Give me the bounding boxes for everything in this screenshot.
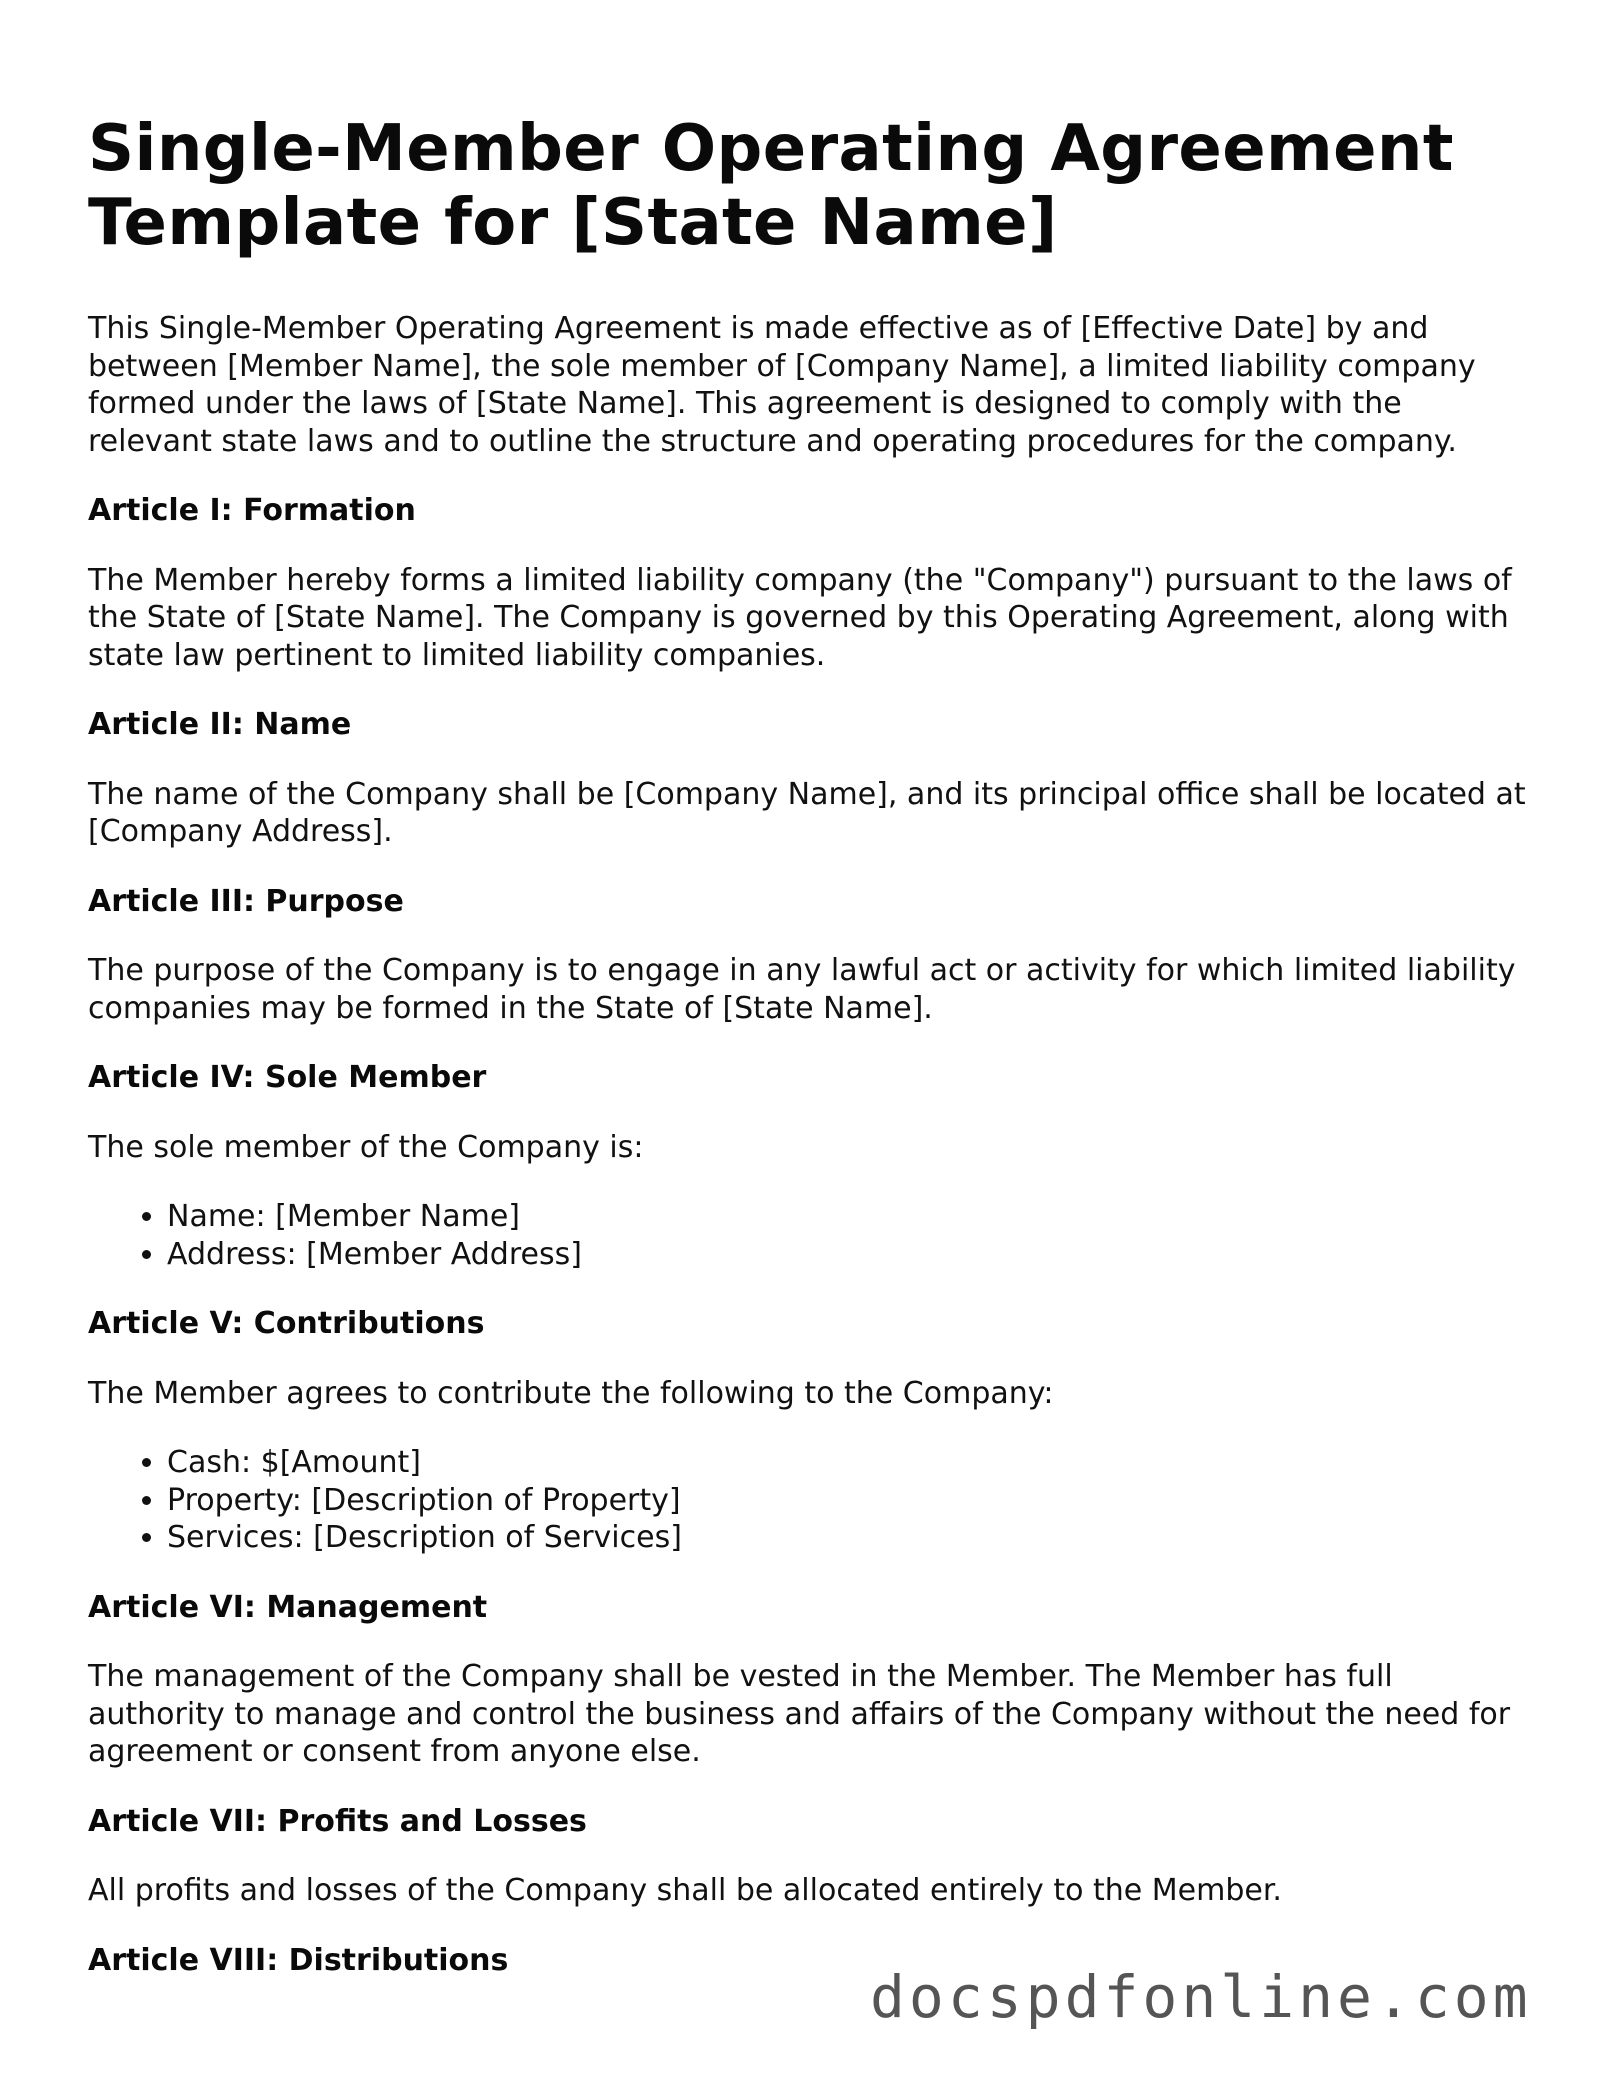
article-5-bullet-list [88, 1444, 1528, 1557]
article-2-text: The name of the Company shall be [Company Name], and its principal office shall be located at [Company Address]. [88, 776, 1526, 849]
article-4-text: The sole member of the Company is: [88, 1129, 644, 1165]
list-item: • Address: [Member Address] [167, 1236, 1528, 1274]
article-8-heading: Article VIII: Distributions [88, 1942, 509, 1978]
page-title: Single-Member Operating Agreement Template for [State Name] [88, 112, 1454, 260]
article-1-heading: Article I: Formation [88, 493, 416, 528]
article-5-text: The Member agrees to contribute the following to the Company: [88, 1375, 1054, 1411]
article-6-heading: Article VI: Management [88, 1589, 488, 1625]
article-4-bullet-list [88, 1198, 1528, 1273]
article-1-text: The Member hereby forms a limited liability company (the "Company") pursuant to the laws of the State of [State Name]. The Company is governed by this Operating Agreement, along with state law pertinent to limited liability companies. [88, 562, 1512, 673]
article-6-text: The management of the Company shall be vested in the Member. The Member has full authority to manage and control the business and affairs of the Company without the need for agreement or consent from anyone else. [88, 1659, 1511, 1769]
article-3-heading: Article III: Purpose [88, 883, 404, 919]
list-item: • Cash: $[Amount] [167, 1444, 1528, 1482]
list-item: • Name: [Member Name] [167, 1198, 1528, 1236]
list-item: • Services: [Description of Services] [167, 1519, 1528, 1557]
list-item: • Property: [Description of Property] [167, 1482, 1528, 1520]
article-5-heading: Article V: Contributions [88, 1306, 485, 1341]
intro-paragraph: This Single-Member Operating Agreement is made effective as of [Effective Date] by and between [Member Name], the sole member of [Company Name], a limited liability company formed under the laws of [State Name]. This agreement is designed to comply with the relevant state laws and to outline the structure and operating procedures for the company. [88, 311, 1476, 459]
article-2-heading: Article II: Name [88, 707, 352, 742]
document-page [88, 112, 1528, 2011]
article-7-text: All profits and losses of the Company shall be allocated entirely to the Member. [88, 1873, 1282, 1908]
article-4-heading: Article IV: Sole Member [88, 1060, 487, 1095]
article-3-text: The purpose of the Company is to engage in any lawful act or activity for which limited liability companies may be formed in the State of [State Name]. [88, 953, 1516, 1026]
article-7-heading: Article VII: Profits and Losses [88, 1803, 587, 1839]
watermark: docspdfonline.com [870, 1963, 1532, 2031]
